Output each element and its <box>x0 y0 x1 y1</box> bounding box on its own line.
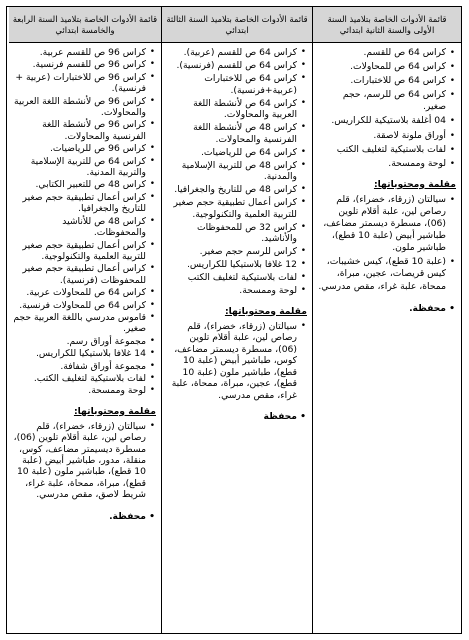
tools-list <box>317 194 456 293</box>
header-grade-4-5: قائمة الأدوات الخاصة بتلاميذ السنة الرابعة والخامسة ابتدائي <box>9 7 161 43</box>
list-item: • لوحة وممسحة. <box>166 285 307 297</box>
list-item: • كراس 64 ص للاختبارات. <box>317 75 456 87</box>
list-item: • 04 أغلفة بلاستيكية للكراريس. <box>317 115 456 127</box>
list-item: • كراس 96 ص للقسم فرنسية. <box>13 59 156 70</box>
list-item: • لفات بلاستيكية لتغليف الكتب <box>317 144 456 156</box>
tools-list <box>13 421 156 501</box>
list-item: • لفات بلاستيكية لتغليف الكتب. <box>13 373 156 384</box>
list-item: • سيالتان (زرقاء، خضراء)، قلم رصاص لين، علبة أقلام تلوين (06)، مسطرة ديسمتر مضاعف، طباشير أبيض (علبة 10 قطع)، طباشير ملون. <box>317 194 456 254</box>
list-item: • كراس 64 ص للمحاولات عربية. <box>13 287 156 298</box>
list-item: • كراس 64 ص للاختبارات (عربية+فرنسية). <box>166 73 307 96</box>
pencil-case-heading: مقلمة ومحتوياتها: <box>73 405 156 417</box>
list-item: • كراس أعمال تطبيقية حجم صغير للتربية العلمية والتكنولوجية. <box>166 197 307 220</box>
items-list <box>13 47 156 397</box>
items-list <box>166 47 307 297</box>
pencil-case-heading: مقلمة ومحتوياتها: <box>224 305 307 317</box>
list-item: • كراس 96 ص لأنشطة اللغة الفرنسية والمحاولات. <box>13 119 156 142</box>
list-item: • كراس 32 ص للمحفوظات والأناشيد. <box>166 222 307 245</box>
list-item: • كراس 48 ص للتاريخ والجغرافيا. <box>166 184 307 196</box>
list-item: • كراس 96 ص للاختبارات (عربية + فرنسية). <box>13 72 156 95</box>
items-list <box>317 47 456 170</box>
list-item: • لوحة وممسحة. <box>13 385 156 396</box>
list-item: • كراس 48 ص لأنشطة اللغة الفرنسية والمحاولات. <box>166 122 307 145</box>
list-item: • 12 غلافا بلاستيكيا للكراريس. <box>166 259 307 271</box>
list-item: • لوحة وممسحة. <box>317 158 456 170</box>
schoolbag-item: • محفظة <box>166 411 307 423</box>
list-item: • كراس 64 ص للتربية الإسلامية والتربية المدنية. <box>13 156 156 179</box>
list-item: • سيالتان (زرقاء، خضراء)، قلم رصاص لين، علبة أقلام تلوين (06)، مسطرة ديسيمتر مضاعف، كوس، منقلة، مدور، طباشير أبيض (علبة 10 قطع)، طباشير ملون (علبة 10 قطع)، مبراة، ممحاة، علبة غراء، شريط لاصق، مقص مدرسي. <box>13 421 156 501</box>
list-item: • أوراق ملونة لاصقة. <box>317 130 456 142</box>
schoolbag-item: • محفظة. <box>317 303 456 315</box>
list-item: • قاموس مدرسي باللغة العربية حجم صغير. <box>13 312 156 335</box>
list-item: • كراس 64 ص للمحاولات. <box>317 61 456 73</box>
header-grade-1-2: قائمة الأدوات الخاصة بتلاميذ السنة الأولى والسنة الثانية ابتدائي <box>312 7 461 43</box>
list-item: • كراس 64 ص للرياضيات. <box>166 147 307 159</box>
list-item: • مجموعة أوراق شفافة. <box>13 361 156 372</box>
list-item: • كراس 64 ص للرسم، حجم صغير. <box>317 89 456 113</box>
column-grade-4-5 <box>9 43 161 633</box>
list-item: • لفات بلاستيكية لتغليف الكتب <box>166 272 307 284</box>
list-item: • كراس أعمال تطبيقية حجم صغير للتاريخ والجغرافيا. <box>13 192 156 215</box>
list-item: • كراس 96 ص للرياضيات. <box>13 143 156 154</box>
list-item: • كراس 64 ص للقسم (فرنسية). <box>166 60 307 72</box>
column-grade-1-2 <box>312 43 461 633</box>
pencil-case-heading: مقلمة ومحتوياتها: <box>373 178 456 190</box>
list-item: • كراس 48 ص للتربية الإسلامية والمدنية. <box>166 160 307 183</box>
list-item: • كراس 64 ص للمحاولات فرنسية. <box>13 300 156 311</box>
schoolbag-item: • محفظة. <box>13 511 156 523</box>
list-item: • (علبة 10 قطع)، كيس خشيبات، كيس قريصات، عجين، مبراة، ممحاة، علبة غراء، مقص مدرسي. <box>317 256 456 292</box>
list-item: • كراس أعمال تطبيقية حجم صغير للتربية العلمية والتكنولوجية. <box>13 240 156 263</box>
list-item: • كراس للرسم حجم صغير. <box>166 246 307 258</box>
list-item: • كراس 48 ص للأناشيد والمحفوظات. <box>13 216 156 239</box>
header-grade-3: قائمة الأدوات الخاصة بتلاميذ السنة الثالثة ابتدائي <box>161 7 312 43</box>
list-item: • كراس 96 ص للقسم عربية. <box>13 47 156 58</box>
list-item: • كراس 64 ص للقسم. <box>317 47 456 59</box>
list-item: • كراس 64 ص لأنشطة اللغة العربية والمحاولات. <box>166 98 307 121</box>
list-item: • سيالتان (زرقاء، خضراء)، قلم رصاص لين، علبة أقلام تلوين (06)، مسطرة ديسمتر مضاعف، كوس، طباشير أبيض (علبة 10 قطع)، طباشير ملون (علبة 10 قطع)، عجين، مبراة، ممحاة، علبة غراء، مقص مدرسي. <box>166 321 307 402</box>
list-item: • كراس أعمال تطبيقية حجم صغير للمحفوظات (فرنسية). <box>13 263 156 286</box>
list-item: • كراس 48 ص للتعبير الكتابي. <box>13 179 156 190</box>
supplies-table <box>6 6 462 634</box>
list-item: • 14 غلافا بلاستيكيا للكراريس. <box>13 348 156 359</box>
column-grade-3 <box>161 43 312 633</box>
list-item: • كراس 96 ص لأنشطة اللغة العربية والمحاولات. <box>13 96 156 119</box>
tools-list <box>166 321 307 402</box>
list-item: • كراس 64 ص للقسم (عربية). <box>166 47 307 59</box>
list-item: • مجموعة أوراق رسم. <box>13 336 156 347</box>
